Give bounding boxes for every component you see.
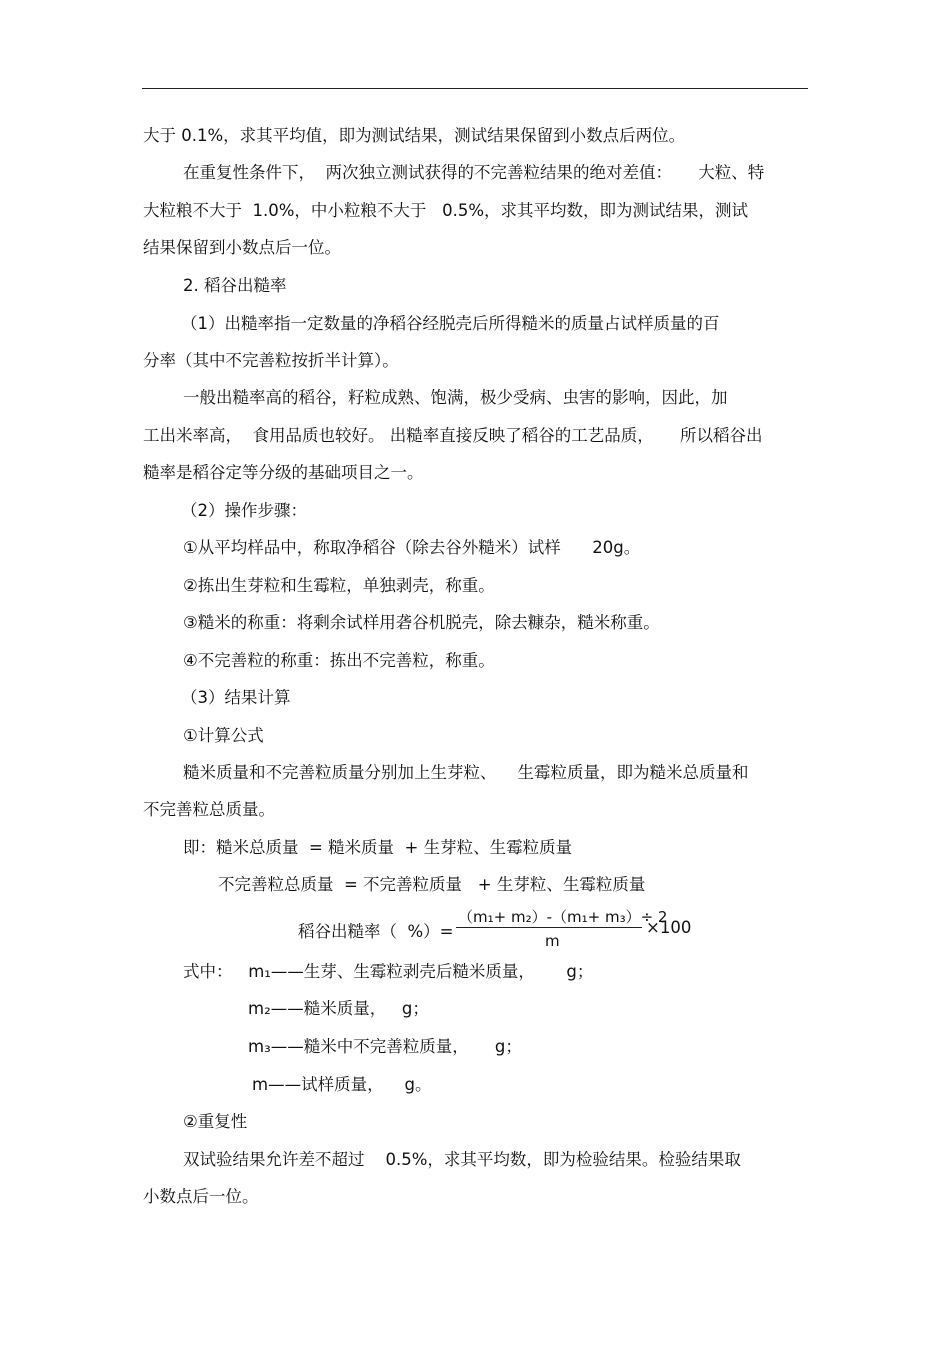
header-rule (142, 88, 808, 89)
subsection-heading: （2）操作步骤： (181, 501, 307, 520)
variable-definition: m——试样质量， g。 (252, 1075, 432, 1094)
variable-definition: m₂——糙米质量， g； (248, 999, 429, 1018)
equation-line: 不完善粒总质量 = 不完善粒质量 + 生芽粒、生霉粒质量 (218, 875, 646, 894)
paragraph-line: 分率（其中不完善粒按折半计算）。 (143, 351, 399, 370)
subsection-heading: ①计算公式 (183, 726, 264, 745)
paragraph-line: 大粒粮不大于 1.0%，中小粒粮不大于 0.5%，求其平均数，即为测试结果，测试 (143, 201, 749, 220)
variable-definition: m₃——糙米中不完善粒质量， g； (248, 1037, 522, 1056)
paragraph-line: 小数点后一位。 (143, 1187, 259, 1206)
paragraph-line: 不完善粒总质量。 (143, 800, 275, 819)
step-item: ③糙米的称重：将剩余试样用砻谷机脱壳，除去糠杂，糙米称重。 (183, 613, 660, 632)
step-item: ①从平均样品中，称取净稻谷（除去谷外糙米）试样 20g。 (183, 538, 641, 557)
fraction-bar (456, 927, 642, 928)
paragraph-line: 大于 0.1%，求其平均值，即为测试结果，测试结果保留到小数点后两位。 (143, 126, 686, 145)
formula-multiplier: ×100 (646, 918, 692, 937)
paragraph-line: 工出米率高， 食用品质也较好。 出糙率直接反映了稻谷的工艺品质， 所以稻谷出 (143, 426, 763, 445)
paragraph-line: 结果保留到小数点后一位。 (143, 238, 341, 257)
paragraph-line: 在重复性条件下， 两次独立测试获得的不完善粒结果的绝对差值： 大粒、特 (183, 163, 765, 182)
subsection-heading: （3）结果计算 (181, 688, 291, 707)
paragraph-line: （1）出糙率指一定数量的净稻谷经脱壳后所得糙米的质量占试样质量的百 (181, 314, 720, 333)
rice-yield-formula (298, 905, 698, 953)
section-heading: 2. 稻谷出糙率 (183, 276, 287, 295)
formula-label: 稻谷出糙率（ %）= (298, 922, 454, 941)
paragraph-line: 一般出糙率高的稻谷，籽粒成熟、饱满，极少受病、虫害的影响，因此，加 (183, 388, 728, 407)
step-item: ②拣出生芽粒和生霉粒，单独剥壳，称重。 (183, 576, 495, 595)
paragraph-line: 糙米质量和不完善粒质量分别加上生芽粒、 生霉粒质量，即为糙米总质量和 (183, 763, 749, 782)
formula-numerator: （m₁+ m₂）-（m₁+ m₃）÷ 2 (458, 908, 668, 926)
equation-line: 即：糙米总质量 = 糙米质量 + 生芽粒、生霉粒质量 (183, 838, 573, 857)
subsection-heading: ②重复性 (183, 1112, 248, 1131)
variable-definition: 式中： m₁——生芽、生霉粒剥壳后糙米质量， g； (183, 962, 594, 981)
paragraph-line: 糙率是稻谷定等分级的基础项目之一。 (143, 463, 424, 482)
step-item: ④不完善粒的称重：拣出不完善粒，称重。 (183, 651, 495, 670)
formula-denominator: m (545, 932, 560, 950)
paragraph-line: 双试验结果允许差不超过 0.5%，求其平均数，即为检验结果。检验结果取 (183, 1150, 741, 1169)
